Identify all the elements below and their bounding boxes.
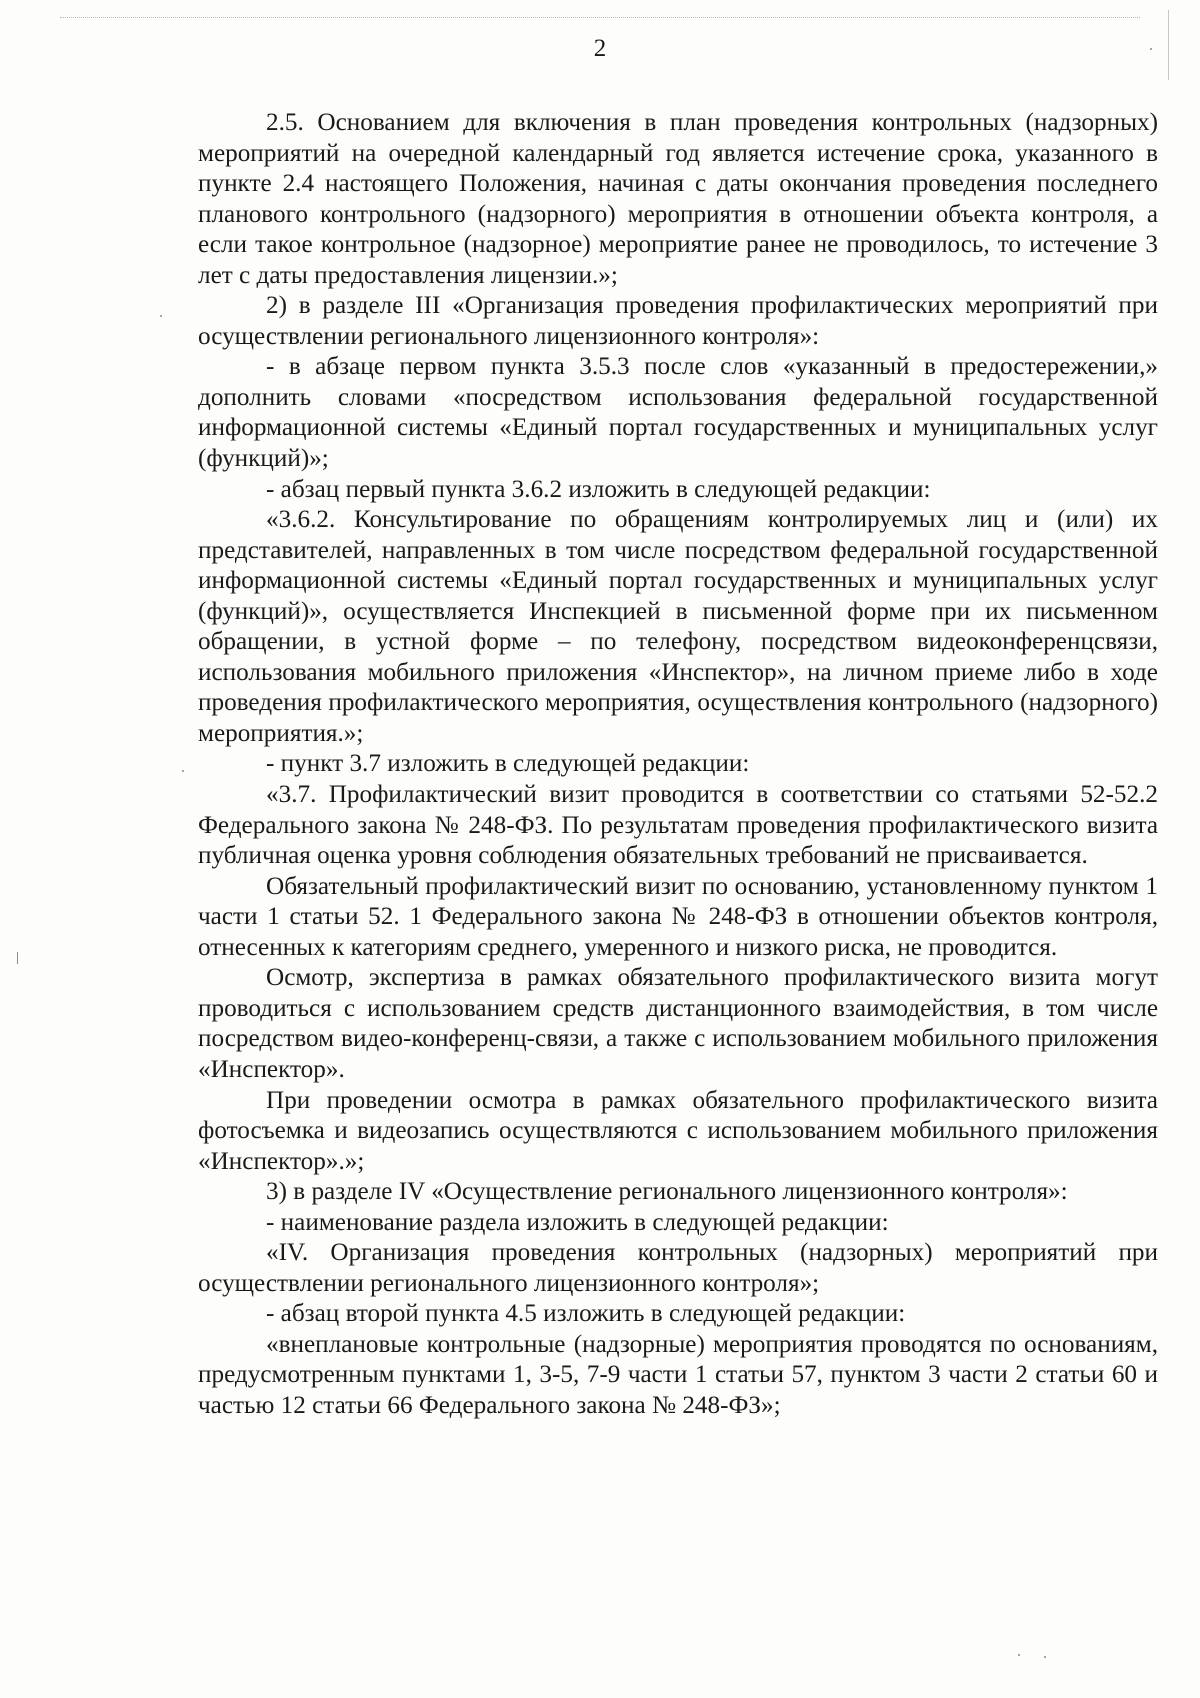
- paragraph-photo-video: При проведении осмотра в рамках обязательного профилактического визита фотосъемка и видеозапись осуществляются с использованием мобильного приложения «Инспектор».»;: [198, 1086, 1158, 1175]
- scan-speck: [160, 315, 162, 317]
- paragraph-section-name-intro: - наименование раздела изложить в следующей редакции:: [266, 1208, 889, 1236]
- scan-speck: [17, 952, 18, 964]
- scan-speck: [1044, 1656, 1046, 1658]
- paragraph-4-5-text: «внеплановые контрольные (надзорные) мероприятия проводятся по основаниям, предусмотренным пунктами 1, 3-5, 7-9 части 1 статьи 57, пунктом 3 части 2 статьи 60 и частью 12 статьи 66 Федерального закона № 248-ФЗ»;: [198, 1330, 1158, 1419]
- paragraph-3-6-2-text: «3.6.2. Консультирование по обращениям контролируемых лиц и (или) их представителей, направленных в том числе посредством федеральной государственной информационной системы «Единый портал государственных и муниципальных услуг (функций)», осуществляется Инспекцией в письменной форме при их письменном обращении, в устной форме – по телефону, посредством видеоконференцсвязи, использования мобильного приложения «Инспектор», на личном приеме либо в ходе проведения профилактического мероприятия, осуществления контрольного (надзорного) мероприятия.»;: [198, 506, 1158, 747]
- paragraph-3-5-3: - в абзаце первом пункта 3.5.3 после слов «указанный в предостережении,» дополнить словами «посредством использования федеральной государственной информационной системы «Единый портал государственных и муниципальных услуг (функций)»;: [198, 353, 1158, 473]
- paragraph-3-7-text: «3.7. Профилактический визит проводится в соответствии со статьями 52-52.2 Федерального закона № 248-ФЗ. По результатам проведения профилактического визита публичная оценка уровня соблюдения обязательных требований не присваивается.: [198, 781, 1158, 870]
- paragraph-3-7-intro: - пункт 3.7 изложить в следующей редакции:: [266, 750, 750, 778]
- paragraph-2-5: 2.5. Основанием для включения в план проведения контрольных (надзорных) мероприятий на очередной календарный год является истечение срока, указанного в пункте 2.4 настоящего Положения, начиная с даты окончания проведения последнего планового контрольного (надзорного) мероприятия в отношении объекта контроля, а если такое контрольное (надзорное) мероприятие ранее не проводилось, то истечение 3 лет с даты предоставления лицензии.»;: [198, 109, 1158, 289]
- document-body: [198, 108, 1158, 1422]
- paragraph-3-6-2-intro: - абзац первый пункта 3.6.2 изложить в следующей редакции:: [266, 475, 931, 503]
- scan-speck: [182, 770, 184, 772]
- scan-edge-top: [60, 17, 1140, 18]
- paragraph-inspection-remote: Осмотр, экспертиза в рамках обязательного профилактического визита могут проводиться с использованием средств дистанционного взаимодействия, в том числе посредством видео-конференц-связи, а также с использованием мобильного приложения «Инспектор».: [198, 964, 1158, 1083]
- scan-speck: [1018, 1654, 1020, 1656]
- paragraph-4-5-intro: - абзац второй пункта 4.5 изложить в следующей редакции:: [266, 1300, 906, 1328]
- paragraph-mandatory-visit: Обязательный профилактический визит по основанию, установленному пунктом 1 части 1 статьи 52. 1 Федерального закона № 248-ФЗ в отношении объектов контроля, отнесенных к категориям среднего, умеренного и низкого риска, не проводится.: [198, 872, 1158, 961]
- paragraph-section-iv-title: «IV. Организация проведения контрольных (надзорных) мероприятий при осуществлении регионального лицензионного контроля»;: [198, 1239, 1158, 1297]
- paragraph-item-2: 2) в разделе III «Организация проведения профилактических мероприятий при осуществлении регионального лицензионного контроля»:: [198, 292, 1158, 350]
- page-number: 2: [593, 35, 607, 62]
- paragraph-item-3: 3) в разделе IV «Осуществление регионального лицензионного контроля»:: [266, 1178, 1068, 1206]
